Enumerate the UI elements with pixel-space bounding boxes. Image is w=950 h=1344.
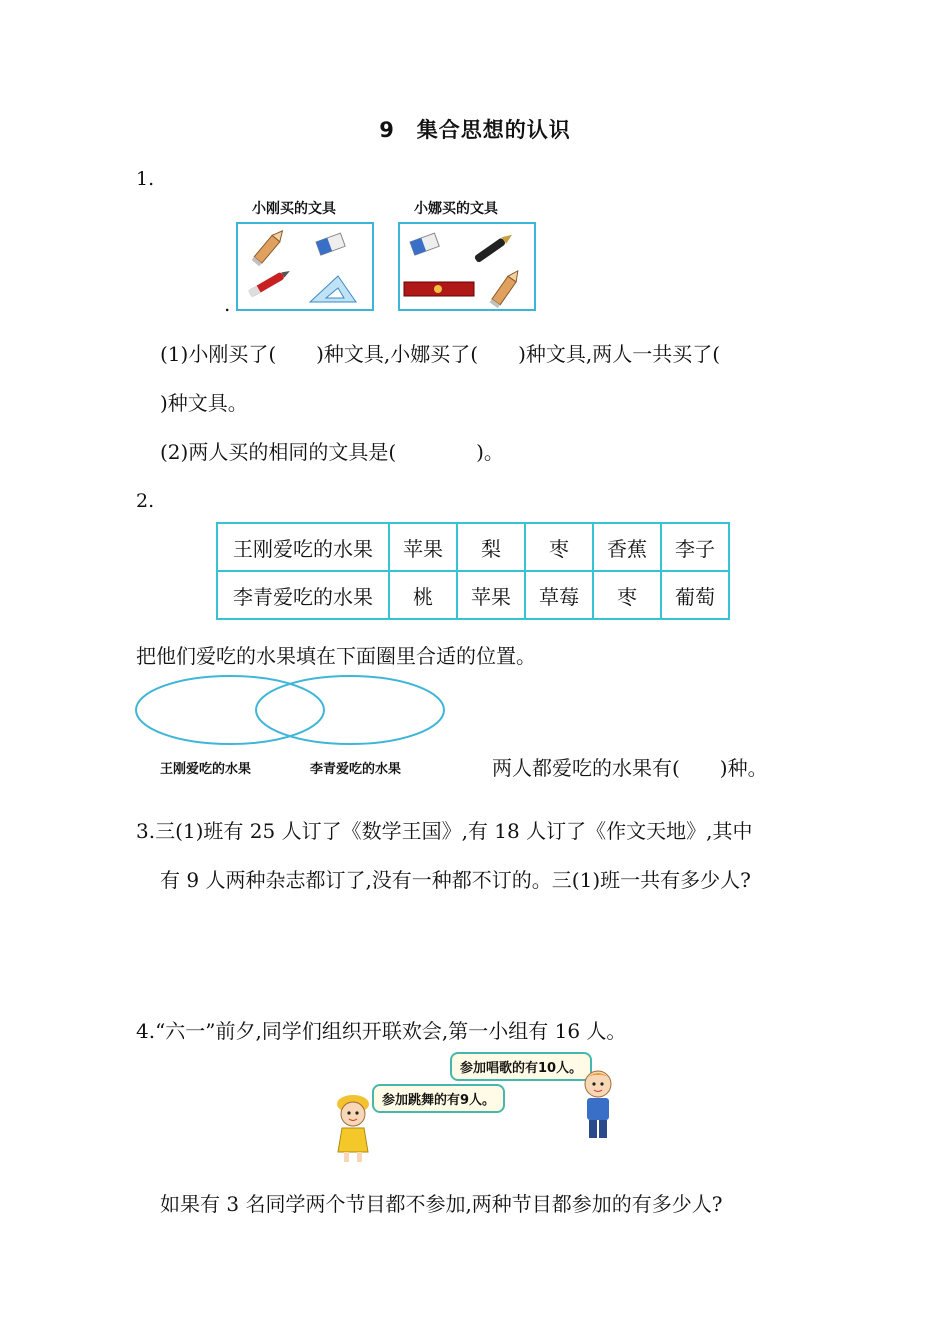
q3-line2: 有 9 人两种杂志都订了,没有一种都不订的。三(1)班一共有多少人? [160,868,751,892]
q1-sub2: (2)两人买的相同的文具是( )。 [160,440,504,464]
pencil-icon [490,268,522,308]
table-cell: 苹果 [457,571,525,619]
table-cell: 葡萄 [661,571,729,619]
table-cell: 枣 [525,523,593,571]
boy-icon [578,1068,618,1144]
eraser-icon [316,233,345,255]
table-cell: 王刚爱吃的水果 [217,523,389,571]
question-2-number: 2. [136,490,155,512]
stray-dot: . [224,292,231,316]
table-cell: 香蕉 [593,523,661,571]
girl-icon [330,1094,376,1166]
table-cell: 李青爱吃的水果 [217,571,389,619]
caption-xiaona: 小娜买的文具 [414,201,498,217]
q4-question: 如果有 3 名同学两个节目都不参加,两种节目都参加的有多少人? [160,1192,723,1216]
xiaogang-stationery-box [236,222,374,311]
table-cell: 草莓 [525,571,593,619]
table-cell: 枣 [593,571,661,619]
triangle-ruler-icon [310,276,356,302]
question-1-number: 1. [136,168,155,190]
q1-sub1-line2: )种文具。 [160,391,248,415]
speech-bubble-singing: 参加唱歌的有10人。 [450,1052,592,1081]
fountain-pen-icon [474,231,515,263]
q2-instruction: 把他们爱吃的水果填在下面圈里合适的位置。 [136,644,536,668]
xiaona-stationery-box [398,222,536,311]
venn-circle-wanggang [136,676,324,744]
ruler-icon [404,282,474,296]
venn-label-liqing: 李青爱吃的水果 [310,762,402,777]
page-title: 9 集合思想的认识 [379,118,571,142]
pencil-icon [252,228,287,267]
q4-line1: 4.“六一”前夕,同学们组织开联欢会,第一小组有 16 人。 [136,1019,627,1043]
pen-icon [248,268,292,298]
speech-bubble-dancing: 参加跳舞的有9人。 [372,1084,505,1113]
eraser-icon [410,233,439,255]
table-cell: 梨 [457,523,525,571]
table-row [217,523,729,571]
fruit-table [216,522,730,620]
venn-circle-liqing [256,676,444,744]
table-row [217,571,729,619]
q3-line1: 3.三(1)班有 25 人订了《数学王国》,有 18 人订了《作文天地》,其中 [136,819,753,843]
venn-label-wanggang: 王刚爱吃的水果 [160,762,252,777]
table-cell: 李子 [661,523,729,571]
caption-xiaogang: 小刚买的文具 [252,201,336,217]
table-cell: 桃 [389,571,457,619]
q2-answer: 两人都爱吃的水果有( )种。 [492,756,768,780]
venn-diagram[interactable] [130,672,450,754]
table-cell: 苹果 [389,523,457,571]
q1-sub1-line1: (1)小刚买了( )种文具,小娜买了( )种文具,两人一共买了( [160,342,721,366]
